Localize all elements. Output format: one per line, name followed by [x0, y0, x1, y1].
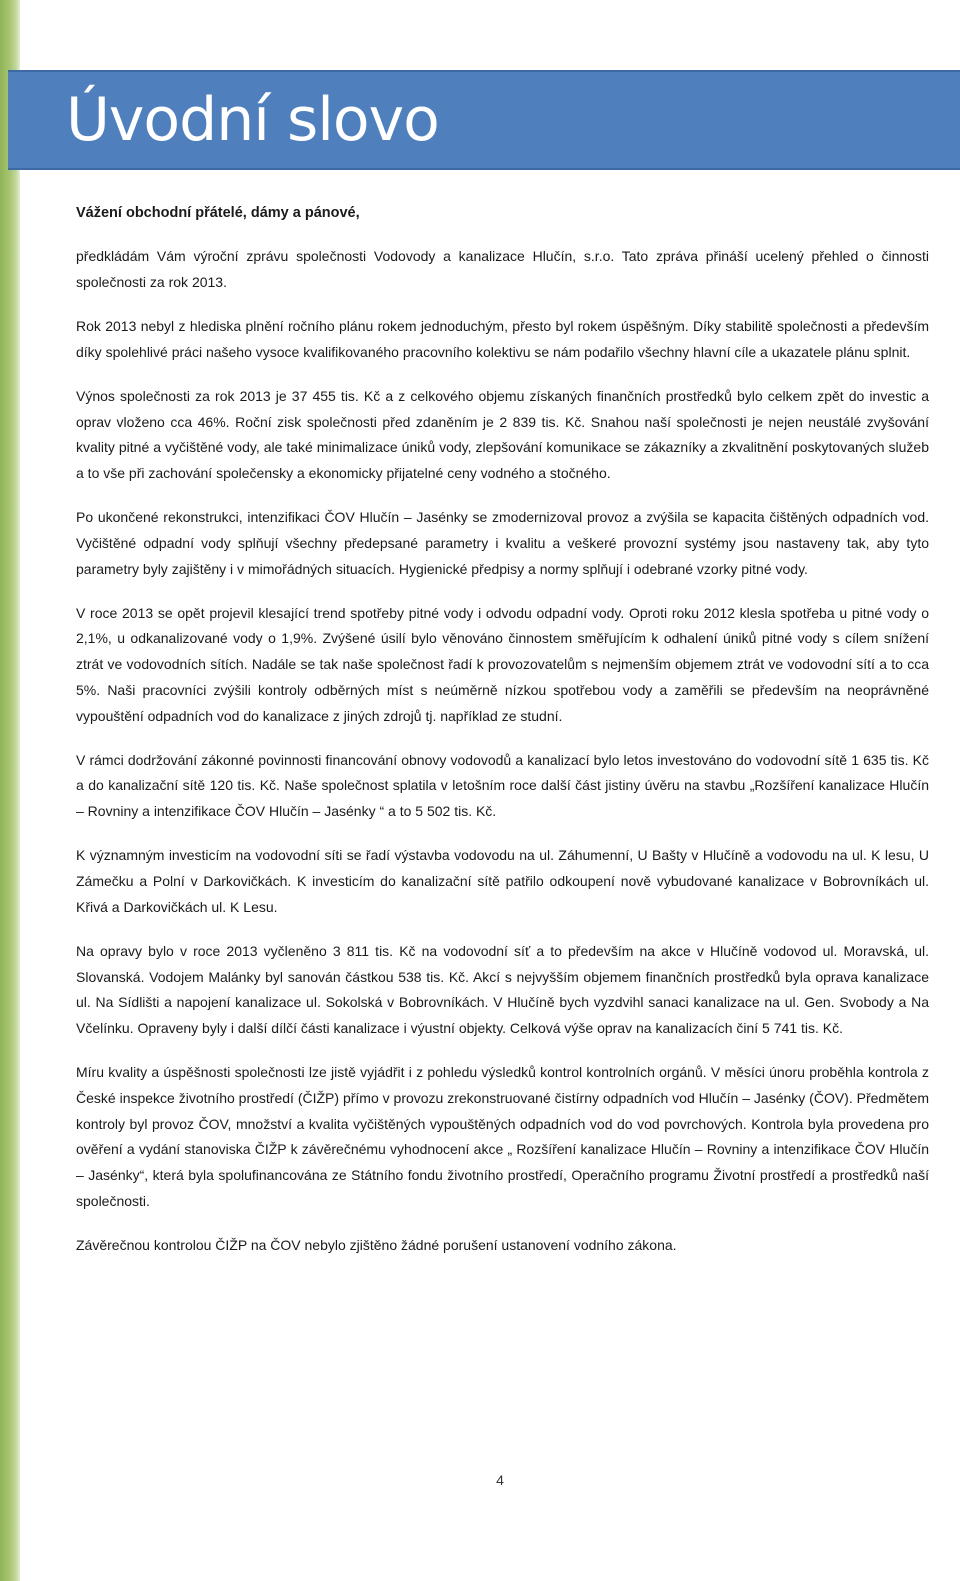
paragraph-9: Míru kvality a úspěšnosti společnosti lze jistě vyjádřit i z pohledu výsledků kontrol kontrolních orgánů. V měsíci únoru proběhla kontrola z České inspekce životního prostředí (ČIŽP) přímo v provozu zrekonstruované čistírny odpadních vod Hlučín – Jasénky (ČOV). Předmětem kontroly byl provoz ČOV, množství a kvalita vyčištěných vypouštěných odpadních vod do vod povrchových. Kontrola byla provedena pro ověření a vydání stanoviska ČIŽP k závěrečnému vyhodnocení akce „ Rozšíření kanalizace Hlučín – Rovniny a intenzifikace ČOV Hlučín – Jasénky“, která byla spolufinancována ze Státního fondu životního prostředí, Operačního programu Životní prostředí a prostředků naší společnosti. [76, 1064, 929, 1209]
page-number: 4 [496, 1472, 504, 1488]
paragraph-3: Výnos společnosti za rok 2013 je 37 455 tis. Kč a z celkového objemu získaných finančních prostředků bylo celkem zpět do investic a oprav vloženo cca 46%. Roční zisk společnosti před zdaněním je 2 839 tis. Kč. Snahou naší společnosti je nejen neustálé zvyšování kvality pitné a vyčištěné vody, ale také minimalizace úniků vody, zlepšování komunikace se zákazníky a zkvalitnění poskytovaných služeb a to vše při zachování společensky a ekonomicky přijatelné ceny vodného a stočného. [76, 387, 929, 481]
page-side-stripe [0, 0, 20, 1581]
title-banner [8, 70, 960, 170]
paragraph-5: V roce 2013 se opět projevil klesající trend spotřeby pitné vody i odvodu odpadní vody. Oproti roku 2012 klesla spotřeba u pitné vody o 2,1%, u odkanalizované vody o 1,9%. Zvýšené úsilí bylo věnováno činnostem směřujícím k odhalení úniků pitné vody s cílem snížení ztrát ve vodovodních sítích. Nadále se tak naše společnost řadí k provozovatelům s nejmenším objemem ztrát ve vodovodní sítí a to cca 5%. Naši pracovníci zvýšili kontroly odběrných míst s neúměrně nízkou spotřebou vody a zaměřili se především na neoprávněné vypouštění odpadních vod do kanalizace z jiných zdrojů tj. například ze studní. [76, 604, 929, 724]
paragraph-1: předkládám Vám výroční zprávu společnosti Vodovody a kanalizace Hlučín, s.r.o. Tato zpráva přináší ucelený přehled o činnosti společnosti za rok 2013. [76, 248, 929, 290]
paragraph-8: Na opravy bylo v roce 2013 vyčleněno 3 811 tis. Kč na vodovodní síť a to především na akce v Hlučíně vodovod ul. Moravská, ul. Slovanská. Vodojem Malánky byl sanován částkou 538 tis. Kč. Akcí s nejvyšším objemem finančních prostředků byla oprava kanalizace ul. Na Sídlišti a napojení kanalizace ul. Sokolská v Bobrovníkách. V Hlučíně bych vyzdvihl sanaci kanalizace na ul. Gen. Svobody a Na Včelínku. Opraveny byly i další dílčí části kanalizace i výustní objekty. Celková výše oprav na kanalizacích činí 5 741 tis. Kč. [76, 942, 929, 1037]
document-body [76, 200, 929, 1277]
greeting: Vážení obchodní přátelé, dámy a pánové, [76, 205, 360, 221]
paragraph-6: V rámci dodržování zákonné povinnosti financování obnovy vodovodů a kanalizací bylo letos investováno do vodovodní sítě 1 635 tis. Kč a do kanalizační sítě 120 tis. Kč. Naše společnost splatila v letošním roce další část jistiny úvěru na stavbu „Rozšíření kanalizace Hlučín – Rovniny a intenzifikace ČOV Hlučín – Jasénky “ a to 5 502 tis. Kč. [76, 751, 929, 820]
paragraph-2: Rok 2013 nebyl z hlediska plnění ročního plánu rokem jednoduchým, přesto byl rokem úspěšným. Díky stabilitě společnosti a především díky spolehlivé práci našeho vysoce kvalifikovaného pracovního kolektivu se nám podařilo všechny hlavní cíle a ukazatele plánu splnit. [76, 317, 929, 360]
page-title: Úvodní slovo [66, 85, 439, 155]
paragraph-10: Závěrečnou kontrolou ČIŽP na ČOV nebylo zjištěno žádné porušení ustanovení vodního zákona. [76, 1237, 677, 1253]
paragraph-7: K významným investicím na vodovodní síti se řadí výstavba vodovodu na ul. Záhumenní, U Bašty v Hlučíně a vodovodu na ul. K lesu, U Zámečku a Polní v Darkovičkách. K investicím do kanalizační sítě patřilo odkoupení nově vybudované kanalizace v Bobrovníkách ul. Křivá a Darkovičkách ul. K Lesu. [76, 847, 929, 915]
paragraph-4: Po ukončené rekonstrukci, intenzifikaci ČOV Hlučín – Jasénky se zmodernizoval provoz a zvýšila se kapacita čištěných odpadních vod. Vyčištěné odpadní vody splňují všechny předepsané parametry i kvalitu a veškeré provozní systémy jsou nastaveny tak, aby tyto parametry byly zajištěny i v mimořádných situacích. Hygienické předpisy a normy splňují i odebrané vzorky pitné vody. [76, 509, 929, 577]
